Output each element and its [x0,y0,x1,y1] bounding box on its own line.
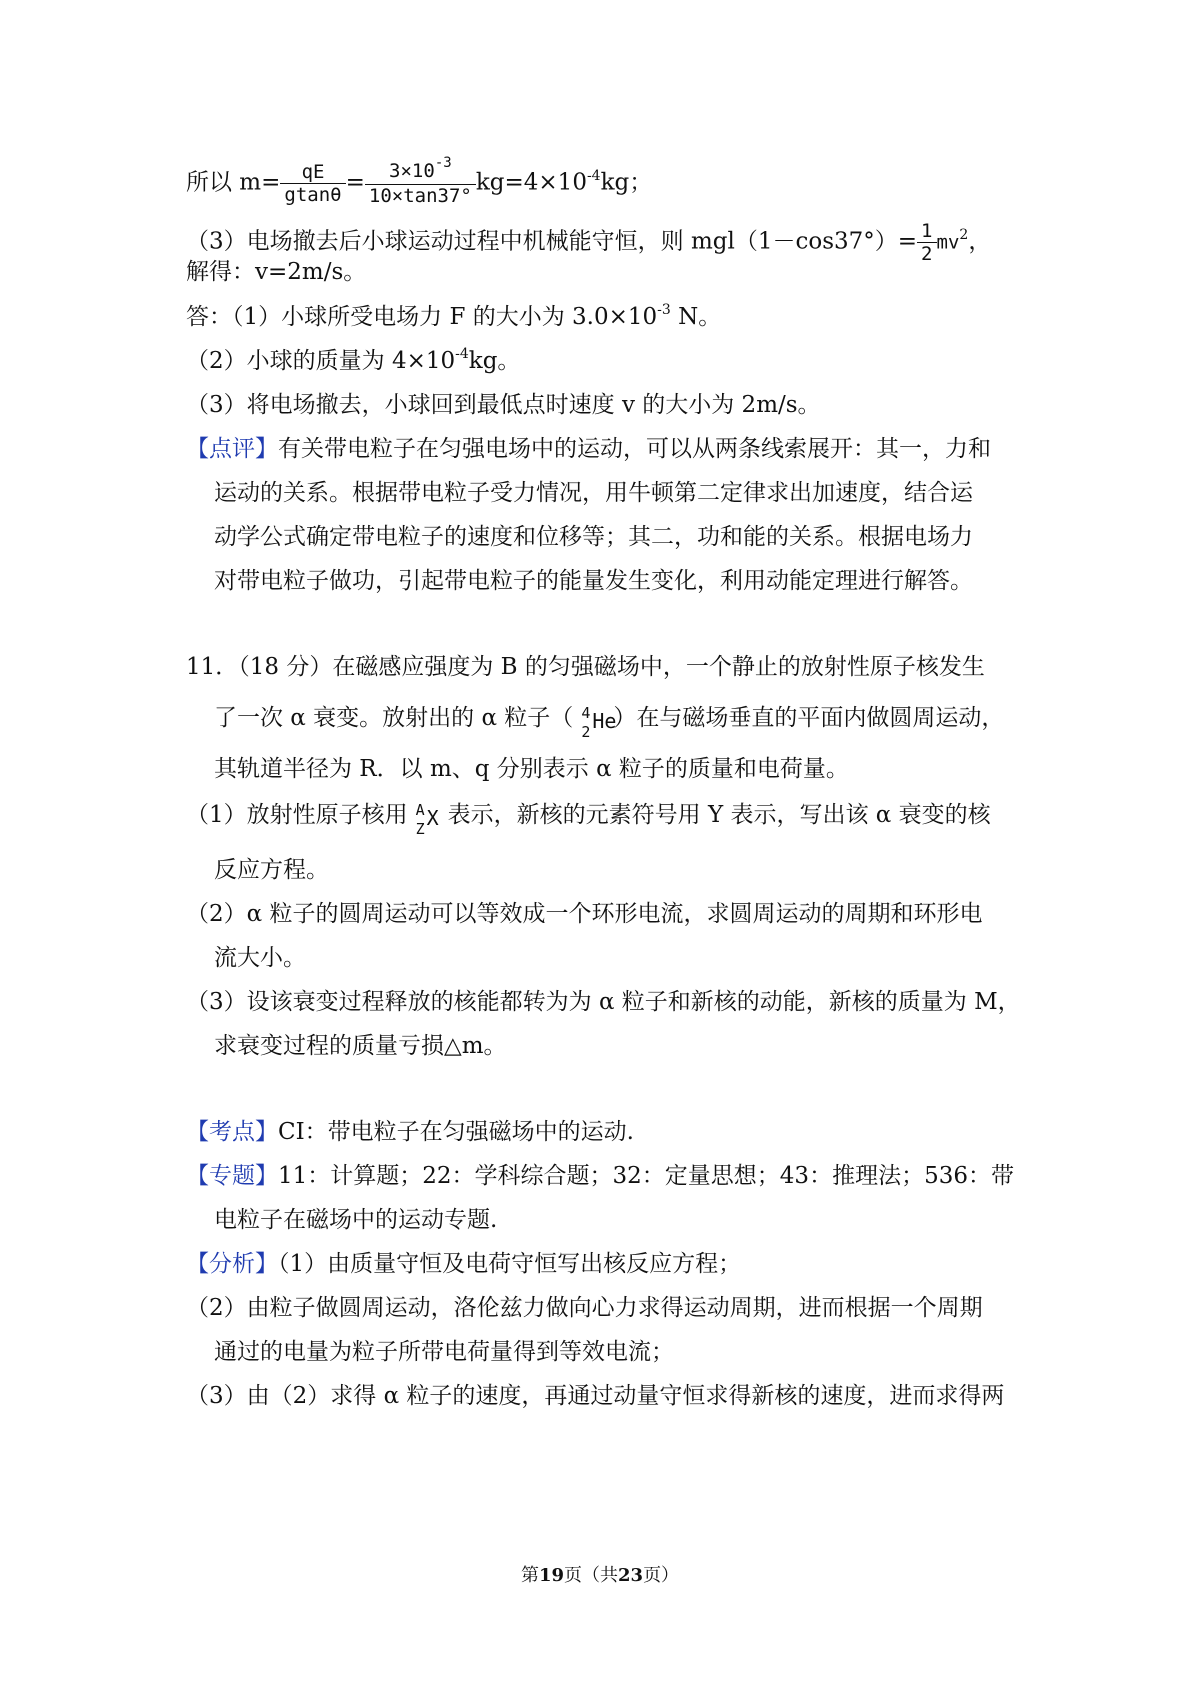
sub-question-3: （3）设该衰变过程释放的核能都转为为 α 粒子和新核的动能，新核的质量为 M， [186,989,1021,1015]
answer-3: （3）将电场撤去，小球回到最低点时速度 v 的大小为 2m/s。 [186,392,821,418]
text: kg=4×10 [475,169,587,196]
sub-question-3-cont: 求衰变过程的质量亏损△m。 [214,1033,507,1059]
fenxi-line-3: 通过的电量为粒子所带电荷量得到等效电流； [214,1339,674,1365]
denominator: gtanθ [284,184,342,206]
text: kg； [600,169,653,196]
comment-line-1: 【点评】有关带电粒子在匀强电场中的运动，可以从两条线索展开：其一，力和 [186,436,991,462]
question-11-line-3: 其轨道半径为 R．以 m、q 分别表示 α 粒子的质量和电荷量。 [214,756,849,782]
total-pages: 23 [618,1565,644,1586]
zhuanti-line-1: 【专题】11：计算题；22：学科综合题；32：定量思想；43：推理法；536：带 [186,1163,1014,1189]
kaodian-line: 【考点】CI：带电粒子在匀强磁场中的运动. [186,1119,634,1145]
comment-line-4: 对带电粒子做功，引起带电粒子的能量发生变化，利用动能定理进行解答。 [214,568,973,594]
sub-question-1-cont: 反应方程。 [214,857,329,883]
sub-question-2: （2）α 粒子的圆周运动可以等效成一个环形电流，求圆周运动的周期和环形电 [186,901,983,927]
page-footer: 第19页（共23页） [520,1565,680,1586]
fenxi-tag: 【分析】 [186,1251,278,1277]
text: 所以 m= [186,169,281,196]
fraction-values [365,155,476,207]
energy-conservation-line: （3）电场撤去后小球运动过程中机械能守恒，则 mgl（1－cos37°）= $\frac{1}{2}$ $mv^2$， [186,220,992,265]
superscript: -4 [586,167,601,184]
equals: = [345,169,365,196]
numerator: qE [280,161,345,184]
answer-1: 答：（1）小球所受电场力 F 的大小为 $3.0\times 10^{-3}$ N。 [186,302,722,330]
helium-nuclide: 4 2 He [581,704,617,741]
formula-mass [186,155,653,207]
solution-line: 解得：v=2m/s。 [186,259,367,285]
numerator: $3\times 10^{-3}$ [365,160,476,185]
answer-2: （2）小球的质量为 $4\times 10^{-4}kg$。 [186,346,521,374]
question-11-line-1: 11．（18 分）在磁感应强度为 B 的匀强磁场中，一个静止的放射性原子核发生 [186,654,985,680]
zhuanti-tag: 【专题】 [186,1163,278,1189]
fenxi-line-1: 【分析】（1）由质量守恒及电荷守恒写出核反应方程； [186,1251,742,1277]
comment-line-3: 动学公式确定带电粒子的速度和位移等；其二，功和能的关系。根据电场力 [214,524,973,550]
comment-line-2: 运动的关系。根据带电粒子受力情况，用牛顿第二定律求出加速度，结合运 [214,480,973,506]
kaodian-tag: 【考点】 [186,1119,278,1145]
sub-question-1: （1）放射性原子核用 A Z X 表示，新核的元素符号用 Y 表示，写出该 α 衰变的核 [186,801,991,838]
page-number: 19 [538,1565,564,1586]
comment-tag: 【点评】 [186,436,278,462]
zhuanti-line-2: 电粒子在磁场中的运动专题. [214,1207,498,1233]
denominator: 10×tan37° [368,185,472,207]
x-nuclide: A Z X [415,801,439,838]
fraction-qe-gtan [280,161,345,206]
fenxi-line-4: （3）由（2）求得 α 粒子的速度，再通过动量守恒求得新核的速度，进而求得两 [186,1383,1005,1409]
question-11-line-2: 了一次 α 衰变。放射出的 α 粒子（ 4 2 He ）在与磁场垂直的平面内做圆周运动， [214,704,1005,741]
sub-question-2-cont: 流大小。 [214,945,306,971]
fenxi-line-2: （2）由粒子做圆周运动，洛伦兹力做向心力求得运动周期，进而根据一个周期 [186,1295,983,1321]
fraction-half: $\frac{1}{2}$ [917,220,936,265]
